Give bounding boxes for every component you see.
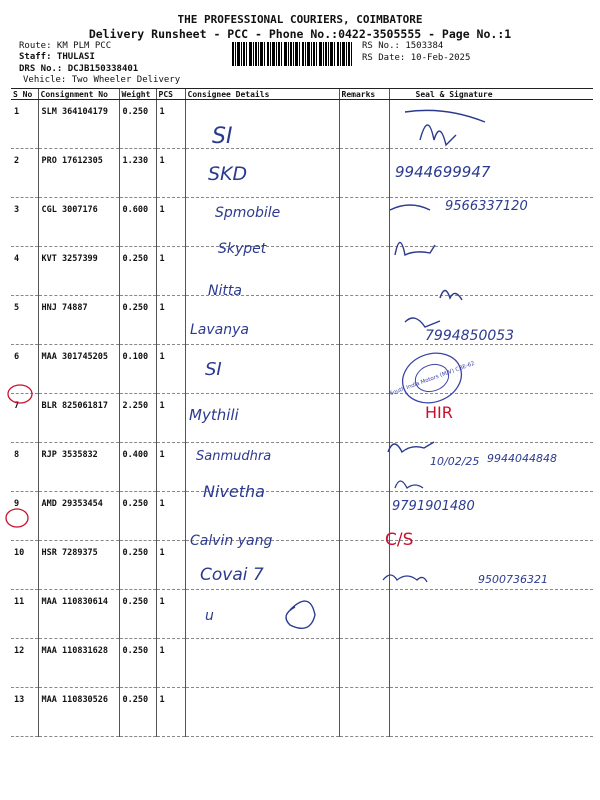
- cell-signature: [389, 100, 593, 149]
- cell-pcs: 1: [156, 198, 185, 247]
- cell-signature: [389, 590, 593, 639]
- row-8-mark: HIR: [425, 403, 453, 422]
- row-13-consignee-handwriting: u: [205, 608, 214, 624]
- table-row: [11, 492, 593, 541]
- row-12-consignee-handwriting: Covai 7: [200, 565, 264, 585]
- cell-remarks: [339, 394, 389, 443]
- cell-sno: 1: [11, 100, 38, 149]
- cell-consignee: [185, 296, 339, 345]
- cell-consignee: [185, 688, 339, 737]
- cell-remarks: [339, 296, 389, 345]
- drs-label: DRS No.: DCJB150338401: [19, 64, 139, 74]
- cell-signature: [389, 345, 593, 394]
- row-12-phone: 9500736321: [478, 573, 548, 586]
- cell-weight: 0.600: [119, 198, 156, 247]
- cell-sno: 4: [11, 247, 38, 296]
- cell-consignment-no: PRO 17612305: [38, 149, 119, 198]
- row-9-phone: 9944044848: [487, 452, 557, 465]
- row-3-phone: 9566337120: [445, 199, 528, 214]
- cell-remarks: [339, 345, 389, 394]
- row-11-mark: C/S: [385, 530, 414, 550]
- cell-sno: 12: [11, 639, 38, 688]
- cell-sno: 10: [11, 541, 38, 590]
- cell-signature: [389, 198, 593, 247]
- cell-pcs: 1: [156, 149, 185, 198]
- cell-weight: 1.230: [119, 149, 156, 198]
- row-10-phone: 9791901480: [392, 499, 475, 514]
- rs-no-label: RS No.: 1503384: [362, 41, 444, 51]
- cell-weight: 0.250: [119, 590, 156, 639]
- cell-pcs: 1: [156, 443, 185, 492]
- route-label: Route: KM PLM PCC: [19, 41, 112, 51]
- cell-pcs: 1: [156, 492, 185, 541]
- cell-consignment-no: RJP 3535832: [38, 443, 119, 492]
- col-sno: S No: [11, 89, 38, 100]
- cell-consignee: [185, 639, 339, 688]
- table-row: [11, 443, 593, 492]
- cell-weight: 2.250: [119, 394, 156, 443]
- cell-remarks: [339, 541, 389, 590]
- staff-label: Staff: THULASI: [19, 52, 95, 62]
- cell-signature: [389, 639, 593, 688]
- row-6-consignee-handwriting: Lavanya: [190, 322, 249, 338]
- table-row: [11, 247, 593, 296]
- table-row: [11, 590, 593, 639]
- cell-sno: 7: [11, 394, 38, 443]
- row-6-phone: 7994850053: [425, 328, 515, 344]
- cell-remarks: [339, 492, 389, 541]
- cell-sno: 13: [11, 688, 38, 737]
- cell-remarks: [339, 639, 389, 688]
- col-seal-signature: Seal & Signature: [389, 89, 593, 100]
- cell-signature: [389, 247, 593, 296]
- cell-sno: 11: [11, 590, 38, 639]
- cell-consignee: [185, 345, 339, 394]
- cell-weight: 0.250: [119, 492, 156, 541]
- table-row: [11, 100, 593, 149]
- cell-sno: 6: [11, 345, 38, 394]
- row-5-consignee-handwriting: Nitta: [208, 283, 242, 299]
- cell-weight: 0.250: [119, 100, 156, 149]
- cell-consignee: [185, 247, 339, 296]
- cell-consignment-no: MAA 110831628: [38, 639, 119, 688]
- cell-consignment-no: BLR 825061817: [38, 394, 119, 443]
- cell-sno: 8: [11, 443, 38, 492]
- cell-consignment-no: MAA 301745205: [38, 345, 119, 394]
- cell-remarks: [339, 198, 389, 247]
- runsheet-table: [11, 88, 593, 737]
- cell-weight: 0.400: [119, 443, 156, 492]
- table-row: [11, 345, 593, 394]
- cell-consignment-no: HNJ 74887: [38, 296, 119, 345]
- cell-consignee: [185, 394, 339, 443]
- cell-remarks: [339, 688, 389, 737]
- cell-weight: 0.250: [119, 541, 156, 590]
- cell-remarks: [339, 443, 389, 492]
- row-7-consignee-handwriting: SI: [205, 359, 222, 380]
- cell-consignment-no: AMD 29353454: [38, 492, 119, 541]
- col-consignee: Consignee Details: [185, 89, 339, 100]
- cell-weight: 0.100: [119, 345, 156, 394]
- col-weight: Weight: [119, 89, 156, 100]
- cell-sno: 2: [11, 149, 38, 198]
- col-pcs: PCS: [156, 89, 185, 100]
- row-9-date: 10/02/25: [430, 455, 480, 468]
- cell-consignment-no: HSR 7289375: [38, 541, 119, 590]
- cell-signature: [389, 296, 593, 345]
- table-row: [11, 198, 593, 247]
- cell-pcs: 1: [156, 345, 185, 394]
- cell-weight: 0.250: [119, 296, 156, 345]
- col-remarks: Remarks: [339, 89, 389, 100]
- cell-consignment-no: SLM 364104179: [38, 100, 119, 149]
- cell-consignee: [185, 590, 339, 639]
- table-row: [11, 639, 593, 688]
- table-header-row: [11, 89, 593, 100]
- cell-pcs: 1: [156, 296, 185, 345]
- cell-sno: 5: [11, 296, 38, 345]
- cell-signature: [389, 688, 593, 737]
- cell-signature: [389, 492, 593, 541]
- table-row: [11, 296, 593, 345]
- cell-signature: [389, 149, 593, 198]
- cell-pcs: 1: [156, 394, 185, 443]
- cell-signature: [389, 394, 593, 443]
- cell-sno: 9: [11, 492, 38, 541]
- row-10-consignee-handwriting: Nivetha: [203, 482, 265, 501]
- cell-weight: 0.250: [119, 639, 156, 688]
- cell-weight: 0.250: [119, 247, 156, 296]
- cell-pcs: 1: [156, 639, 185, 688]
- cell-remarks: [339, 149, 389, 198]
- row-2-consignee-handwriting: SKD: [208, 163, 248, 185]
- cell-pcs: 1: [156, 247, 185, 296]
- cell-signature: [389, 541, 593, 590]
- table-row: [11, 541, 593, 590]
- rs-date-label: RS Date: 10-Feb-2025: [362, 53, 471, 63]
- barcode: [232, 42, 352, 66]
- row-4-consignee-handwriting: Skypet: [218, 241, 267, 257]
- col-consignment-no: Consignment No: [38, 89, 119, 100]
- cell-sno: 3: [11, 198, 38, 247]
- cell-consignee: [185, 541, 339, 590]
- stamp-text: South India Motors (M/V) CBE-62: [389, 360, 476, 398]
- cell-remarks: [339, 100, 389, 149]
- cell-pcs: 1: [156, 541, 185, 590]
- row-1-consignee-handwriting: SI: [212, 124, 233, 149]
- cell-consignee: [185, 198, 339, 247]
- table-row: [11, 688, 593, 737]
- row-2-phone: 9944699947: [395, 163, 491, 181]
- cell-consignee: [185, 443, 339, 492]
- cell-weight: 0.250: [119, 688, 156, 737]
- cell-remarks: [339, 247, 389, 296]
- row-9-consignee-handwriting: Sanmudhra: [196, 449, 272, 464]
- cell-pcs: 1: [156, 100, 185, 149]
- cell-consignee: [185, 149, 339, 198]
- row-3-consignee-handwriting: Spmobile: [215, 205, 281, 221]
- runsheet-title: Delivery Runsheet - PCC - Phone No.:0422-3505555 - Page No.:1: [88, 27, 512, 41]
- cell-consignee: [185, 492, 339, 541]
- cell-signature: [389, 443, 593, 492]
- cell-consignment-no: KVT 3257399: [38, 247, 119, 296]
- cell-consignee: [185, 100, 339, 149]
- company-title: THE PROFESSIONAL COURIERS, COIMBATORE: [177, 13, 423, 26]
- table-row: [11, 149, 593, 198]
- cell-remarks: [339, 590, 389, 639]
- row-11-consignee-handwriting: Calvin yang: [190, 533, 273, 549]
- table-row: [11, 394, 593, 443]
- cell-consignment-no: MAA 110830526: [38, 688, 119, 737]
- vehicle-label: Vehicle: Two Wheeler Delivery: [23, 75, 181, 85]
- cell-pcs: 1: [156, 688, 185, 737]
- cell-consignment-no: CGL 3007176: [38, 198, 119, 247]
- row-8-consignee-handwriting: Mythili: [189, 406, 239, 424]
- cell-consignment-no: MAA 110830614: [38, 590, 119, 639]
- cell-pcs: 1: [156, 590, 185, 639]
